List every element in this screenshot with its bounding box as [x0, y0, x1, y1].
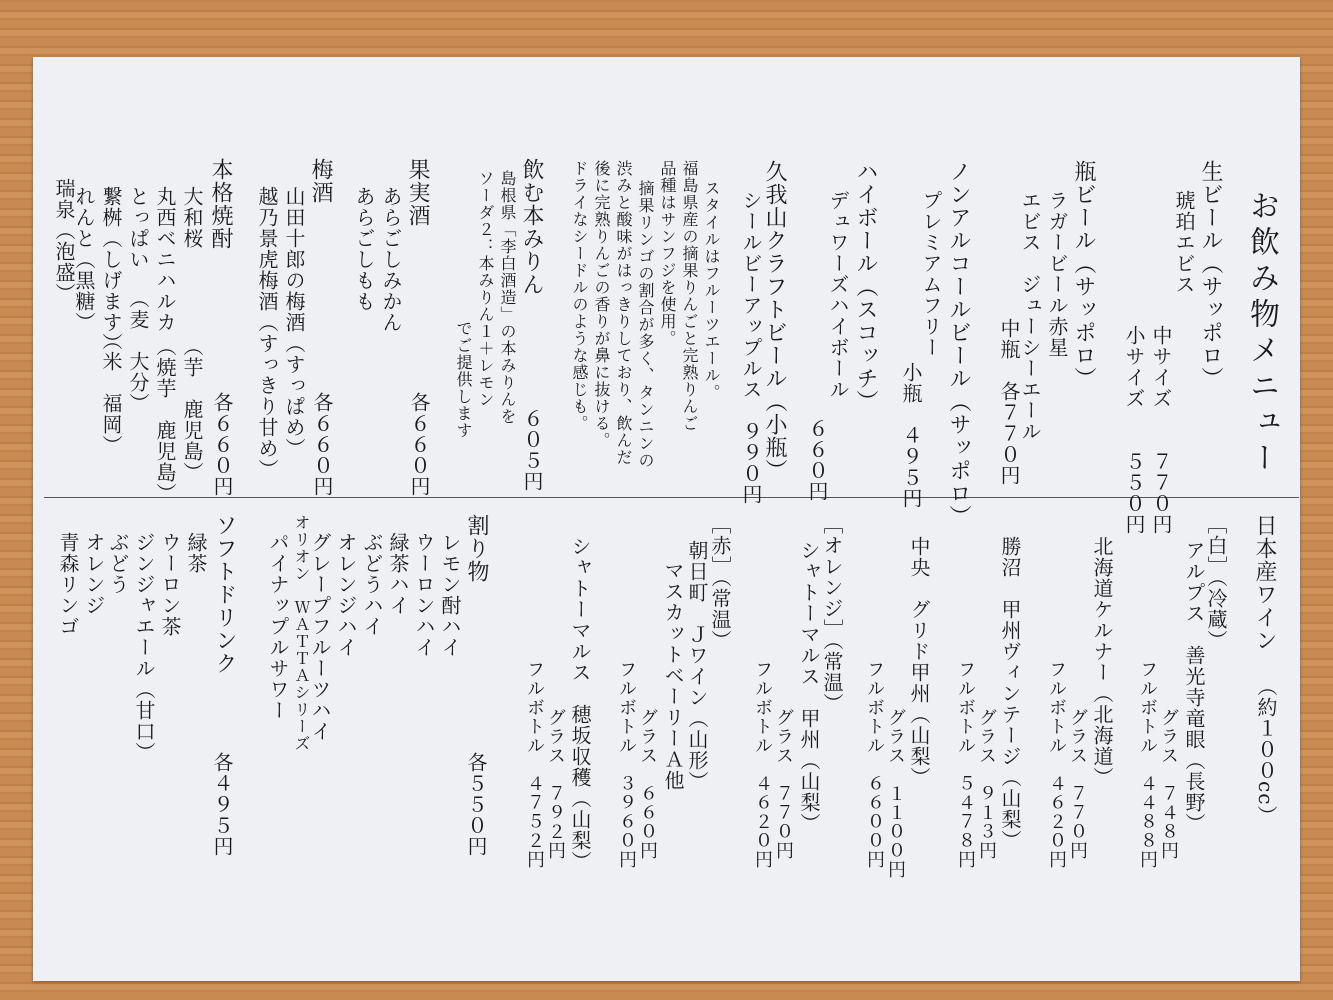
wine-1-glass: グラス ７４８円	[1158, 708, 1179, 860]
soft-item-6: 青森リンゴ	[56, 532, 80, 637]
shochu-item-6: 瑞泉（泡盛）	[52, 178, 76, 304]
kajitsu-heading: 果実酒	[405, 158, 430, 227]
wine-3-name: 勝沼 甲州ヴィンテージ（山梨）	[998, 536, 1022, 851]
kuga-desc-2: 福島県産の摘果りんごと完熟りんご	[680, 160, 699, 432]
wine-6-bottle: フルボトル ３９６０円	[616, 660, 637, 869]
wari-item-6: グレープフルーツハイ	[308, 532, 332, 742]
shochu-item-3: とっぱい	[126, 186, 150, 270]
shochu-item-4-note: （米 福岡）	[99, 330, 123, 456]
wine-1-name: アルプス 善光寺竜眼（長野）	[1182, 540, 1206, 834]
wine-3-glass: グラス ９１３円	[976, 708, 997, 860]
kuga-heading: 久我山クラフトビール（小瓶）	[762, 160, 787, 482]
kuga-desc-7: ドライなシードルのような感じも。	[570, 160, 589, 432]
mirin-heading: 飲む本みりん	[519, 158, 544, 296]
soft-item-1: 緑茶	[184, 532, 208, 574]
wari-heading: 割り物	[464, 514, 489, 583]
wine-6-tag: ［赤］（常温）	[708, 514, 732, 651]
soft-price: 各４９５円	[210, 752, 234, 857]
soft-item-2: ウーロン茶	[158, 532, 182, 637]
wine-3-bottle: フルボトル ５４７８円	[955, 660, 976, 869]
nama-item: 琥珀エビス	[1172, 190, 1196, 295]
wine-2-name: 北海道ケルナー（北海道）	[1090, 536, 1114, 788]
wine-4-bottle: フルボトル ６６００円	[864, 660, 885, 869]
wine-5-name: シャトーマルス 甲州（山梨）	[797, 540, 821, 834]
wine-6-glass: グラス ６６０円	[637, 708, 658, 860]
nama-price-small: 小サイズ ５５０円	[1122, 325, 1146, 535]
menu-title: お飲み物メニュー	[1244, 190, 1279, 478]
shochu-item-2-note: （焼芋 鹿児島）	[153, 336, 177, 504]
wine-7-bottle: フルボトル ４７５２円	[524, 660, 545, 869]
mirin-price: ６０５円	[520, 408, 544, 492]
wari-item-3: 緑茶ハイ	[386, 532, 410, 616]
shochu-item-5: れんと（黒糖）	[72, 186, 96, 333]
high-item: デュワーズハイボール	[826, 190, 850, 400]
kajitsu-price: 各６６０円	[407, 392, 431, 497]
kajitsu-item-2: あらごしもも	[352, 186, 376, 312]
wari-item-1: レモン酎ハイ	[438, 532, 462, 658]
wine-5-glass: グラス ７７０円	[773, 708, 794, 860]
shochu-item-1: 大和桜	[180, 186, 204, 249]
kuga-desc-6: 後に完熟りんごの香りが鼻に抜ける。	[592, 160, 611, 449]
kuga-item: シールビーアップルス ９９０円	[739, 190, 763, 505]
shochu-price: 各６６０円	[210, 392, 234, 497]
bin-heading: 瓶ビール（サッポロ）	[1071, 160, 1096, 390]
wine-6-sub: マスカットベーリーＡ他	[661, 560, 685, 791]
wine-7-glass: グラス ７９２円	[545, 708, 566, 860]
shochu-item-4: 繋桝（しげます）	[99, 186, 123, 354]
shochu-item-2: 丸西ベニハルカ	[153, 186, 177, 333]
nama-price-medium: 中サイズ ７７０円	[1149, 325, 1173, 535]
mirin-line-2: ソーダ２：本みりん１＋レモン	[476, 170, 495, 408]
wine-6-name: 朝日町 Ｊワイン（山形）	[685, 540, 709, 792]
kuga-desc-4: 摘果リンゴの割合が多く、タンニンの	[636, 180, 655, 469]
mirin-line-3: でご提供します	[454, 320, 473, 439]
wari-pine: パイナップルサワー	[266, 532, 290, 721]
wari-item-5: オレンジハイ	[334, 532, 358, 658]
nonal-heading: ノンアルコールビール（サッポロ）	[946, 160, 971, 528]
wine-7-name: シャトーマルス 穂坂収穫（山梨）	[568, 536, 592, 872]
wine-4-glass: グラス １１００円	[885, 708, 906, 879]
kuga-desc-3: 品種はサンフジを使用。	[658, 160, 677, 347]
nonal-item: プレミアムフリー	[919, 190, 943, 358]
wine-heading-note: （約１００cc）	[1254, 676, 1278, 827]
ume-heading: 梅酒	[308, 158, 333, 204]
soft-item-5: オレンジ	[82, 532, 106, 616]
soft-heading: ソフトドリンク	[212, 514, 237, 675]
wine-2-bottle: フルボトル ４６２０円	[1046, 660, 1067, 869]
high-price: ６６０円	[805, 418, 829, 502]
wine-1-bottle: フルボトル ４４８８円	[1137, 660, 1158, 869]
bin-price: 中瓶 各７７０円	[997, 318, 1021, 486]
nama-heading: 生ビール（サッポロ）	[1198, 160, 1223, 390]
mirin-line-1: 島根県「李白酒造」の本みりんを	[498, 170, 517, 425]
kajitsu-item-1: あらごしみかん	[379, 186, 403, 333]
ume-price: 各６６０円	[310, 392, 334, 497]
bin-item-2: エビス ジューシーエール	[1018, 190, 1042, 442]
wari-item-2: ウーロンハイ	[412, 532, 436, 658]
kuga-desc-5: 渋みと酸味がはっきりしており、飲んだ	[614, 160, 633, 466]
ume-item-1: 山田十郎の梅酒（すっぱめ）	[282, 186, 306, 459]
wine-5-tag: ［オレンジ］（常温）	[820, 514, 844, 714]
shochu-heading: 本格焼酎	[208, 158, 233, 250]
high-heading: ハイボール（スコッチ）	[853, 160, 878, 413]
wine-heading: 日本産ワイン	[1252, 514, 1277, 652]
shochu-item-3-note: （麦 大分）	[126, 288, 150, 414]
wine-4-name: 中央 グリド甲州（山梨）	[907, 536, 931, 788]
nonal-price: 小瓶 ４９５円	[899, 362, 923, 509]
kuga-desc-1: スタイルはフルーツエール。	[702, 180, 721, 401]
wari-watta: オリオン ＷＡＴＴＡシリーズ	[292, 514, 311, 752]
section-divider	[44, 497, 1299, 498]
wari-price: 各５５０円	[464, 752, 488, 857]
soft-item-3: ジンジャエール（甘口）	[132, 532, 156, 763]
soft-item-4: ぶどう	[106, 532, 130, 595]
ume-item-2: 越乃景虎梅酒（すっきり甘め）	[255, 186, 279, 480]
wari-item-4: ぶどうハイ	[360, 532, 384, 637]
bin-item-1: ラガービール赤星	[1045, 190, 1069, 358]
wine-1-tag: ［白］（冷蔵）	[1204, 514, 1228, 651]
wine-2-glass: グラス ７７０円	[1067, 708, 1088, 860]
wine-5-bottle: フルボトル ４６２０円	[752, 660, 773, 869]
shochu-item-1-note: （芋 鹿児島）	[180, 336, 204, 483]
